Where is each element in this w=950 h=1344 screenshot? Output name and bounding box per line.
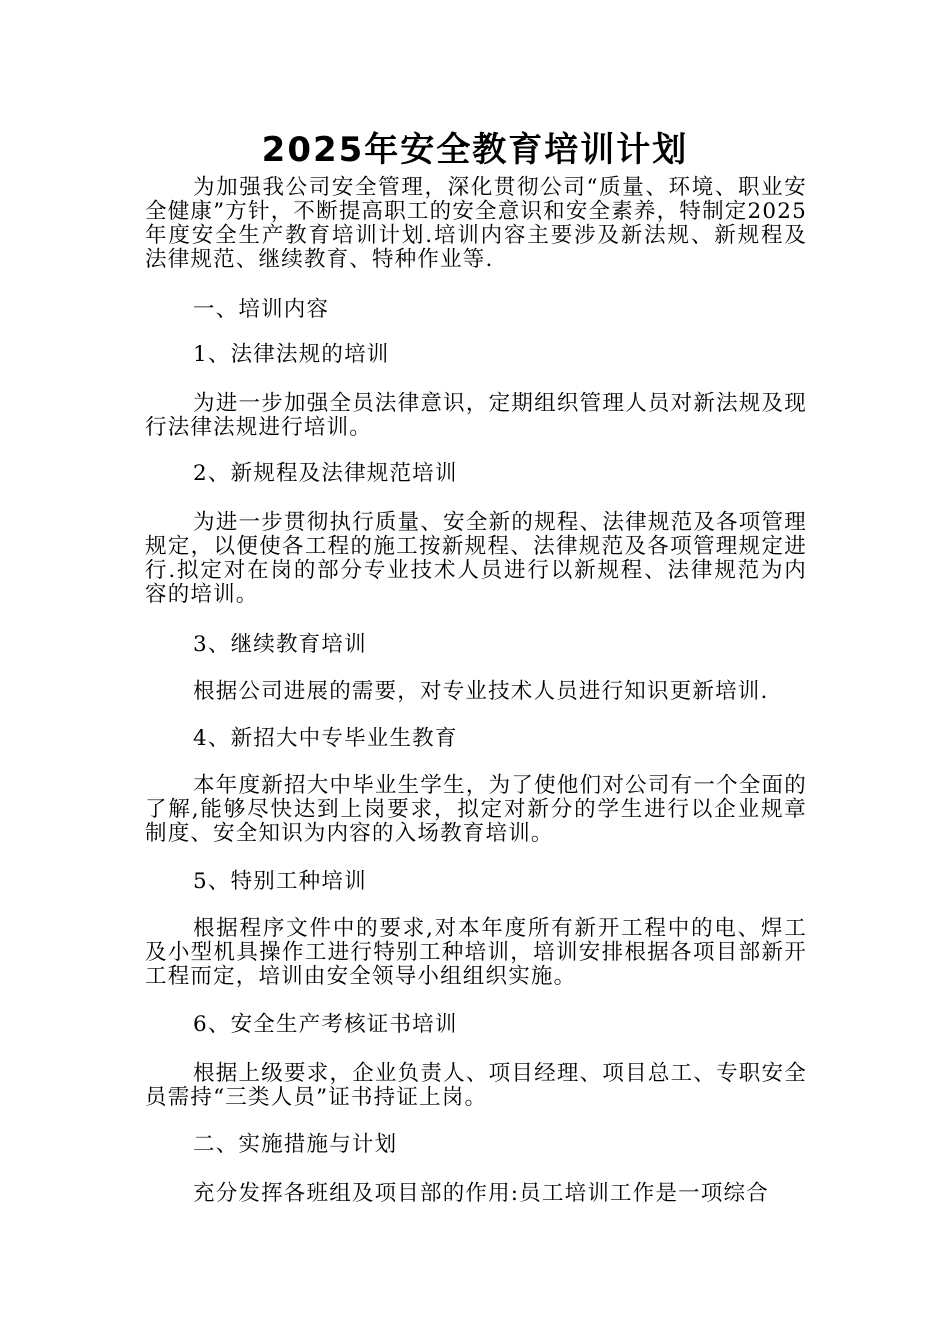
section-body-measures: 充分发挥各班组及项目部的作用:员工培训工作是一项综合: [193, 1181, 769, 1206]
item-heading-laws: 1、法律法规的培训: [193, 342, 390, 367]
intro-paragraph: 为加强我公司安全管理，深化贯彻公司“质量、环境、职业安全健康”方针，不断提高职工的安全意识和安全素养，特制定2025年度安全生产教育培训计划.培训内容主要涉及新法规、新规程及法律规范、继续教育、特种作业等.: [145, 175, 807, 272]
item-heading-special-trades: 5、特别工种培训: [193, 869, 367, 894]
document-title: 2025年安全教育培训计划: [261, 130, 689, 170]
item-body-graduates: 本年度新招大中毕业生学生，为了使他们对公司有一个全面的了解,能够尽快达到上岗要求，拟定对新分的学生进行以企业规章制度、安全知识为内容的入场教育培训。: [145, 773, 807, 846]
item-body-certificate: 根据上级要求，企业负责人、项目经理、项目总工、专职安全员需持“三类人员”证书持证上岗。: [145, 1061, 807, 1110]
section-heading-measures: 二、实施措施与计划: [193, 1132, 398, 1157]
item-body-laws: 为进一步加强全员法律意识，定期组织管理人员对新法规及现行法律法规进行培训。: [145, 391, 807, 440]
item-heading-graduates: 4、新招大中专毕业生教育: [193, 726, 458, 751]
item-body-continuing-education: 根据公司进展的需要，对专业技术人员进行知识更新培训.: [193, 679, 769, 704]
item-heading-continuing-education: 3、继续教育培训: [193, 632, 367, 657]
item-body-regulations: 为进一步贯彻执行质量、安全新的规程、法律规范及各项管理规定，以便使各工程的施工按新规程、法律规范及各项管理规定进行.拟定对在岗的部分专业技术人员进行以新规程、法律规范为内容的培训。: [145, 510, 807, 607]
item-body-special-trades: 根据程序文件中的要求,对本年度所有新开工程中的电、焊工及小型机具操作工进行特别工种培训，培训安排根据各项目部新开工程而定，培训由安全领导小组组织实施。: [145, 916, 807, 989]
section-heading-training-content: 一、培训内容: [193, 297, 330, 322]
item-heading-certificate: 6、安全生产考核证书培训: [193, 1012, 458, 1037]
item-heading-regulations: 2、新规程及法律规范培训: [193, 461, 458, 486]
